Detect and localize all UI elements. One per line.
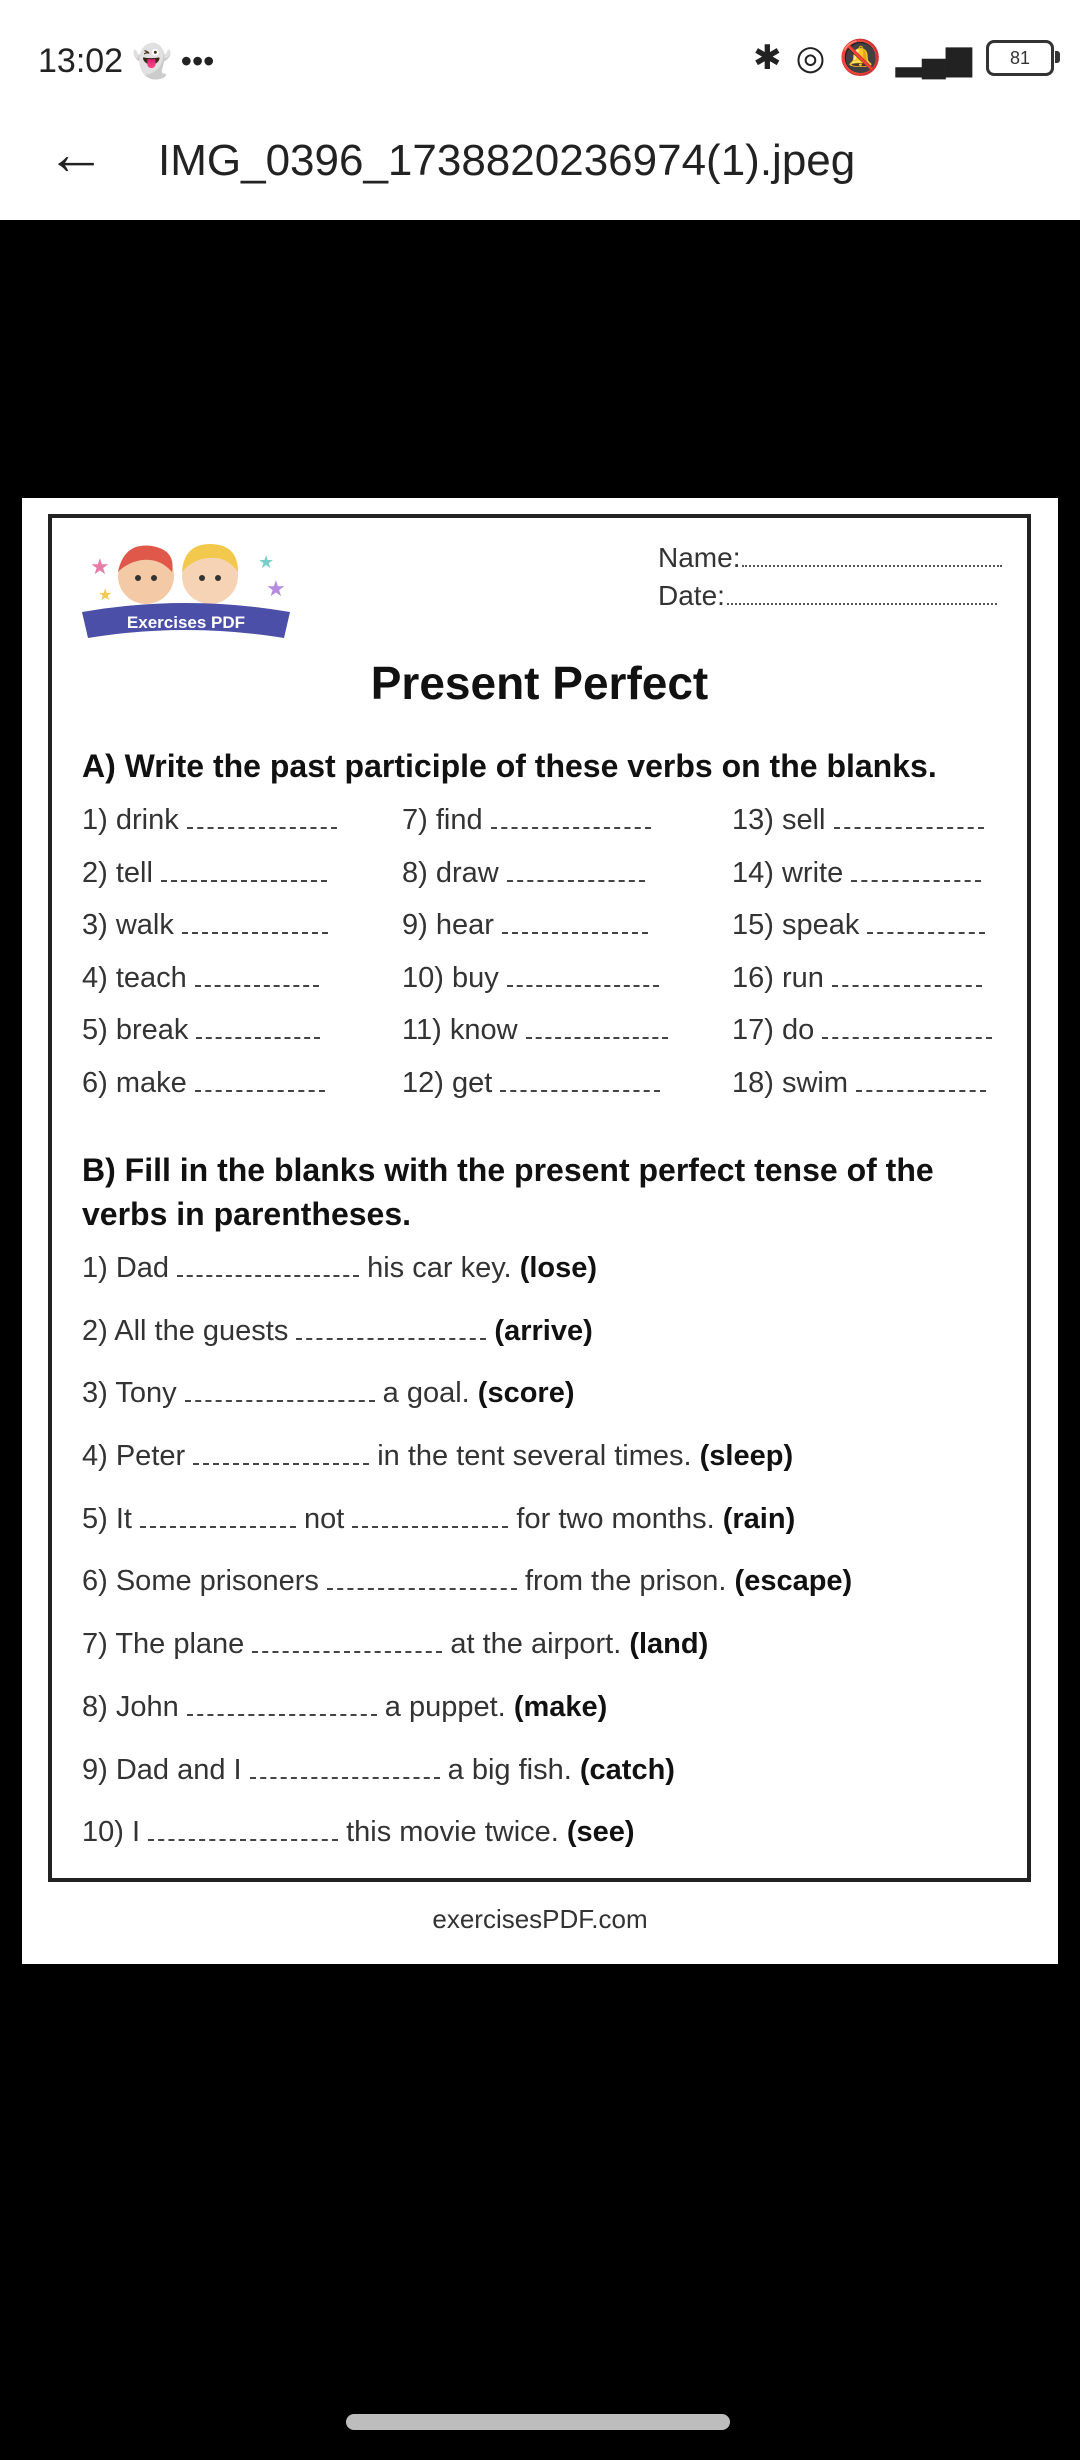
verb-item: 1) drink bbox=[82, 804, 337, 857]
answer-blank[interactable] bbox=[526, 1036, 668, 1039]
answer-blank[interactable] bbox=[177, 1274, 359, 1277]
sentence-item: 6) Some prisoners from the prison. (escape) bbox=[82, 1565, 853, 1598]
answer-blank[interactable] bbox=[187, 1713, 377, 1716]
name-line bbox=[742, 565, 1002, 567]
answer-blank[interactable] bbox=[148, 1838, 338, 1841]
verb-item: 13) sell bbox=[732, 804, 992, 857]
exercises-pdf-logo bbox=[68, 534, 304, 648]
svg-text:★: ★ bbox=[90, 554, 110, 579]
file-title: IMG_0396_1738820236974(1).jpeg bbox=[158, 136, 856, 185]
sentence-item: 3) Tony a goal. (score) bbox=[82, 1377, 575, 1410]
answer-blank[interactable] bbox=[296, 1337, 486, 1340]
document-image bbox=[22, 498, 1058, 1964]
answer-blank[interactable] bbox=[822, 1036, 992, 1039]
answer-blank[interactable] bbox=[161, 879, 327, 882]
svg-text:★: ★ bbox=[266, 576, 286, 601]
verb-item: 18) swim bbox=[732, 1067, 992, 1120]
verb-item: 11) know bbox=[402, 1014, 668, 1067]
worksheet-frame bbox=[48, 514, 1031, 1882]
verb-column-3 bbox=[732, 804, 992, 1119]
status-time: 13:02 bbox=[38, 42, 124, 80]
date-field[interactable] bbox=[658, 580, 1002, 612]
answer-blank[interactable] bbox=[500, 1089, 660, 1092]
system-icons bbox=[753, 38, 1054, 78]
sentence-list bbox=[82, 1252, 852, 1879]
verb-item: 3) walk bbox=[82, 909, 337, 962]
date-label: Date: bbox=[658, 580, 725, 611]
notification-icons bbox=[132, 42, 214, 80]
top-bar bbox=[0, 0, 1080, 220]
sentence-item: 4) Peter in the tent several times. (sleep) bbox=[82, 1440, 794, 1473]
svg-text:Exercises PDF: Exercises PDF bbox=[126, 613, 246, 632]
verb-item: 8) draw bbox=[402, 857, 668, 910]
battery-icon bbox=[986, 40, 1054, 76]
snapchat-icon: 👻 bbox=[132, 43, 172, 79]
sentence-item: 5) It not for two months. (rain) bbox=[82, 1502, 796, 1535]
verb-column-1 bbox=[82, 804, 337, 1119]
answer-blank[interactable] bbox=[507, 984, 659, 987]
answer-blank[interactable] bbox=[195, 984, 319, 987]
answer-blank[interactable] bbox=[187, 826, 337, 829]
signal-icon: ▂▄▆ bbox=[895, 39, 972, 77]
answer-blank[interactable] bbox=[867, 931, 985, 934]
bluetooth-icon: ✱ bbox=[753, 39, 782, 77]
verb-column-2 bbox=[402, 804, 668, 1119]
verb-item: 2) tell bbox=[82, 857, 337, 910]
answer-blank[interactable] bbox=[856, 1089, 986, 1092]
mute-bell-icon: 🔕 bbox=[839, 39, 882, 77]
sentence-item: 8) John a puppet. (make) bbox=[82, 1690, 608, 1723]
answer-blank[interactable] bbox=[140, 1525, 296, 1528]
verb-item: 17) do bbox=[732, 1014, 992, 1067]
home-indicator[interactable] bbox=[346, 2414, 730, 2430]
svg-text:★: ★ bbox=[98, 587, 113, 604]
name-field[interactable] bbox=[658, 542, 1002, 574]
verb-item: 9) hear bbox=[402, 909, 668, 962]
more-dots-icon: ••• bbox=[180, 43, 215, 79]
answer-blank[interactable] bbox=[327, 1587, 517, 1590]
sentence-item: 10) I this movie twice. (see) bbox=[82, 1816, 635, 1849]
sentence-item: 2) All the guests (arrive) bbox=[82, 1314, 593, 1347]
name-label: Name: bbox=[658, 542, 741, 573]
answer-blank[interactable] bbox=[182, 931, 328, 934]
back-arrow-icon[interactable]: ← bbox=[46, 120, 106, 187]
answer-blank[interactable] bbox=[491, 826, 651, 829]
answer-blank[interactable] bbox=[352, 1525, 508, 1528]
verb-item: 10) buy bbox=[402, 962, 668, 1015]
status-bar bbox=[0, 0, 1080, 130]
date-line bbox=[727, 603, 997, 605]
answer-blank[interactable] bbox=[250, 1776, 440, 1779]
answer-blank[interactable] bbox=[195, 1089, 325, 1092]
svg-text:★: ★ bbox=[258, 552, 275, 572]
answer-blank[interactable] bbox=[834, 826, 984, 829]
worksheet-title: Present Perfect bbox=[370, 657, 709, 709]
answer-blank[interactable] bbox=[193, 1462, 369, 1465]
battery-level: 81 bbox=[1009, 47, 1031, 68]
answer-blank[interactable] bbox=[507, 879, 645, 882]
answer-blank[interactable] bbox=[196, 1036, 320, 1039]
name-date-fields bbox=[658, 542, 1002, 618]
answer-blank[interactable] bbox=[851, 879, 981, 882]
hotspot-icon: ◎ bbox=[795, 39, 826, 77]
verb-item: 4) teach bbox=[82, 962, 337, 1015]
answer-blank[interactable] bbox=[185, 1399, 375, 1402]
verb-item: 7) find bbox=[402, 804, 668, 857]
verb-item: 16) run bbox=[732, 962, 992, 1015]
verb-item: 14) write bbox=[732, 857, 992, 910]
worksheet-footer: exercisesPDF.com bbox=[432, 1904, 648, 1934]
section-a-instruction: A) Write the past participle of these verbs on the blanks. bbox=[82, 748, 937, 784]
section-b-instruction: B) Fill in the blanks with the present perfect tense of the verbs in parentheses. bbox=[82, 1152, 934, 1232]
verb-item: 15) speak bbox=[732, 909, 992, 962]
verb-item: 5) break bbox=[82, 1014, 337, 1067]
sentence-item: 9) Dad and I a big fish. (catch) bbox=[82, 1753, 675, 1786]
sentence-item: 1) Dad his car key. (lose) bbox=[82, 1252, 598, 1284]
answer-blank[interactable] bbox=[832, 984, 982, 987]
answer-blank[interactable] bbox=[502, 931, 648, 934]
sentence-item: 7) The plane at the airport. (land) bbox=[82, 1628, 709, 1661]
verb-item: 6) make bbox=[82, 1067, 337, 1120]
answer-blank[interactable] bbox=[252, 1650, 442, 1653]
verb-item: 12) get bbox=[402, 1067, 668, 1120]
